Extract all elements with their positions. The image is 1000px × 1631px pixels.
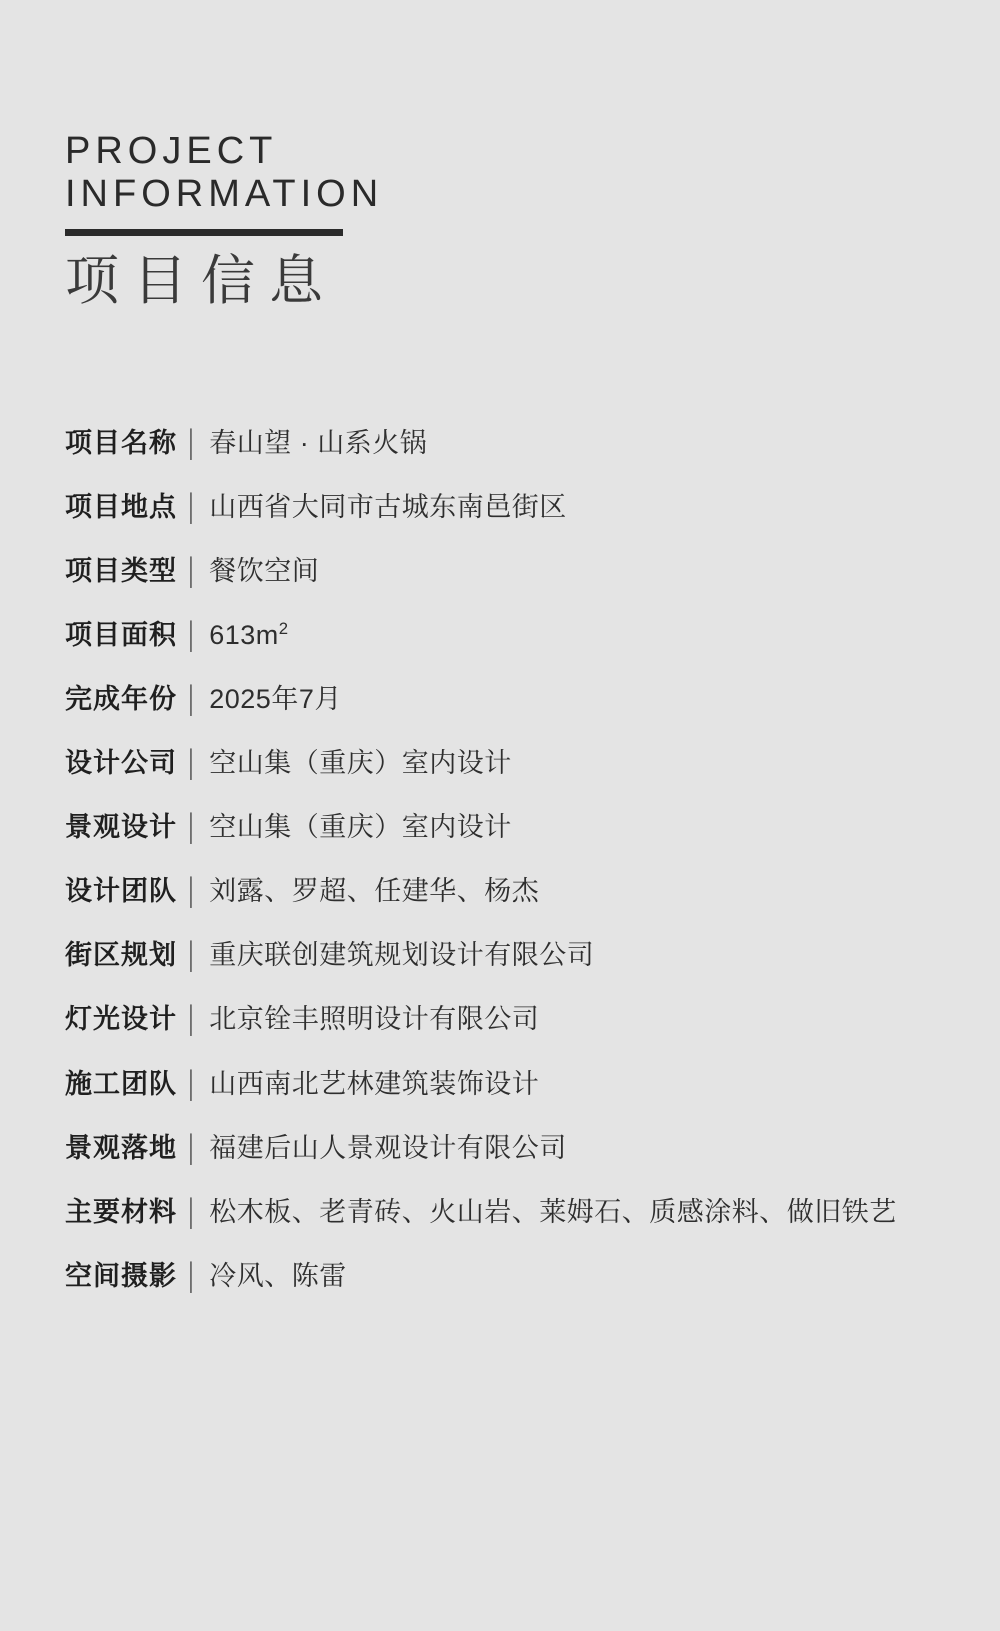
info-label: 项目地点 xyxy=(65,491,177,522)
info-separator: │ xyxy=(184,1004,201,1035)
info-separator: │ xyxy=(184,940,201,971)
info-value: 空山集（重庆）室内设计 xyxy=(209,812,512,843)
info-row xyxy=(65,1002,940,1037)
info-label: 空间摄影 xyxy=(65,1260,177,1291)
info-label: 设计公司 xyxy=(65,748,177,779)
info-value: 春山望 · 山系火锅 xyxy=(209,427,428,458)
info-separator: │ xyxy=(184,1196,201,1227)
info-label: 项目名称 xyxy=(65,427,177,458)
info-value: 北京铨丰照明设计有限公司 xyxy=(209,1004,540,1035)
info-row xyxy=(65,1131,940,1166)
info-label: 完成年份 xyxy=(65,683,177,714)
info-separator: │ xyxy=(184,683,201,714)
info-label: 施工团队 xyxy=(65,1068,177,1099)
info-separator: │ xyxy=(184,812,201,843)
info-row xyxy=(65,490,940,525)
info-separator: │ xyxy=(184,619,201,650)
page-header xyxy=(65,130,940,316)
info-row xyxy=(65,618,940,653)
info-value: 冷风、陈雷 xyxy=(209,1260,347,1291)
info-row xyxy=(65,746,940,781)
info-separator: │ xyxy=(184,876,201,907)
info-value: 2025年7月 xyxy=(209,683,342,714)
info-value: 山西省大同市古城东南邑街区 xyxy=(209,491,567,522)
info-row xyxy=(65,426,940,461)
info-separator: │ xyxy=(184,1068,201,1099)
info-label: 街区规划 xyxy=(65,940,177,971)
info-value: 空山集（重庆）室内设计 xyxy=(209,748,512,779)
info-row xyxy=(65,682,940,717)
info-label: 景观设计 xyxy=(65,812,177,843)
info-label: 设计团队 xyxy=(65,876,177,907)
info-label: 主要材料 xyxy=(65,1196,177,1227)
info-row xyxy=(65,874,940,909)
page-title-en xyxy=(65,130,940,215)
info-separator: │ xyxy=(184,748,201,779)
info-value: 福建后山人景观设计有限公司 xyxy=(209,1132,567,1163)
info-label: 项目类型 xyxy=(65,555,177,586)
info-value: $613m^2$ xyxy=(209,618,289,650)
info-row xyxy=(65,810,940,845)
info-row xyxy=(65,1067,940,1102)
info-value: 松木板、老青砖、火山岩、莱姆石、质感涂料、做旧铁艺 xyxy=(209,1196,897,1227)
info-value: 刘露、罗超、任建华、杨杰 xyxy=(209,876,540,907)
page-title-en-line1: PROJECT xyxy=(65,130,278,172)
page-title-cn: 项目信息 xyxy=(65,251,337,312)
info-separator: │ xyxy=(184,1132,201,1163)
info-separator: │ xyxy=(184,491,201,522)
info-separator: │ xyxy=(184,427,201,458)
info-row xyxy=(65,554,940,589)
page-title-en-line2: INFORMATION xyxy=(65,172,384,215)
info-value: 重庆联创建筑规划设计有限公司 xyxy=(209,940,595,971)
info-separator: │ xyxy=(184,555,201,586)
info-label: 景观落地 xyxy=(65,1132,177,1163)
info-label: 项目面积 xyxy=(65,619,177,650)
project-info-list xyxy=(65,426,940,1294)
info-label: 灯光设计 xyxy=(65,1004,177,1035)
info-row xyxy=(65,1259,940,1294)
info-value: 山西南北艺林建筑装饰设计 xyxy=(209,1068,540,1099)
info-row xyxy=(65,1195,940,1230)
info-row xyxy=(65,938,940,973)
info-separator: │ xyxy=(184,1260,201,1291)
info-value: 餐饮空间 xyxy=(209,555,320,586)
title-divider xyxy=(65,229,343,236)
